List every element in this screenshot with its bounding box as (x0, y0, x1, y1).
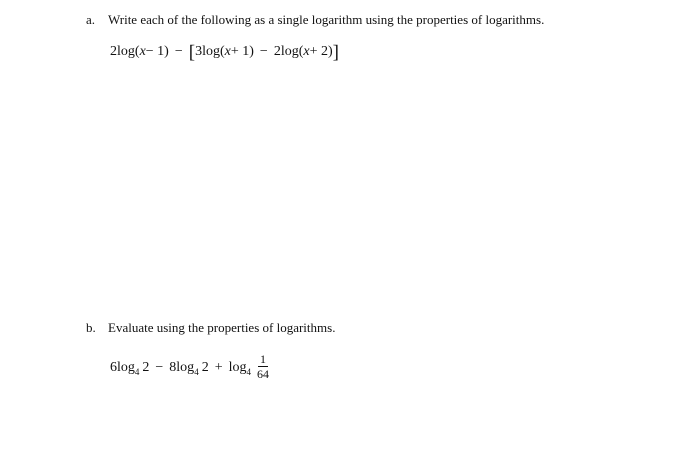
a-paren-3: ( (298, 43, 304, 59)
a-coef-1: 2 (110, 43, 117, 59)
a-arg-3: + 2) (309, 43, 333, 59)
b-fraction (257, 353, 269, 381)
b-arg-2: 2 (201, 360, 209, 375)
part-b-expression (110, 354, 269, 382)
part-a-label: a. (86, 12, 96, 27)
a-var-2: x (224, 43, 231, 59)
a-log-2: log (202, 43, 220, 59)
a-minus-1: − (174, 43, 183, 59)
a-arg-1: − 1) (145, 43, 169, 59)
b-coef-2: 8 (169, 360, 177, 375)
b-base-2: 4 (194, 367, 199, 377)
part-a-expression (110, 42, 339, 61)
a-coef-2: 3 (195, 43, 203, 59)
a-paren-1: ( (134, 43, 140, 59)
part-b-label: b. (86, 320, 96, 335)
a-coef-3: 2 (273, 43, 281, 59)
b-coef-1: 6 (110, 360, 117, 375)
b-base-1: 4 (134, 367, 140, 377)
b-base-3: 4 (246, 367, 251, 377)
part-a-instruction: Write each of the following as a single logarithm using the properties of logarithms. (108, 12, 545, 27)
b-plus: + (214, 360, 223, 375)
a-paren-2: ( (219, 43, 225, 59)
b-minus: − (155, 360, 164, 375)
a-log-3: log (280, 43, 299, 59)
b-fraction-denominator: 64 (256, 367, 269, 381)
b-log-3: log (228, 360, 247, 375)
b-arg-1: 2 (142, 360, 150, 375)
a-right-bracket: ] (332, 42, 339, 63)
a-var-1: x (139, 43, 146, 59)
b-log-2: log (176, 360, 195, 375)
a-left-bracket: [ (188, 42, 196, 63)
a-minus-2: − (259, 43, 268, 59)
b-fraction-numerator: 1 (259, 352, 266, 366)
a-arg-2: + 1) (230, 43, 254, 59)
a-log-1: log (117, 43, 135, 59)
a-var-3: x (303, 43, 310, 59)
part-b-instruction: Evaluate using the properties of logarithms. (108, 320, 336, 335)
b-log-1: log (117, 360, 135, 375)
